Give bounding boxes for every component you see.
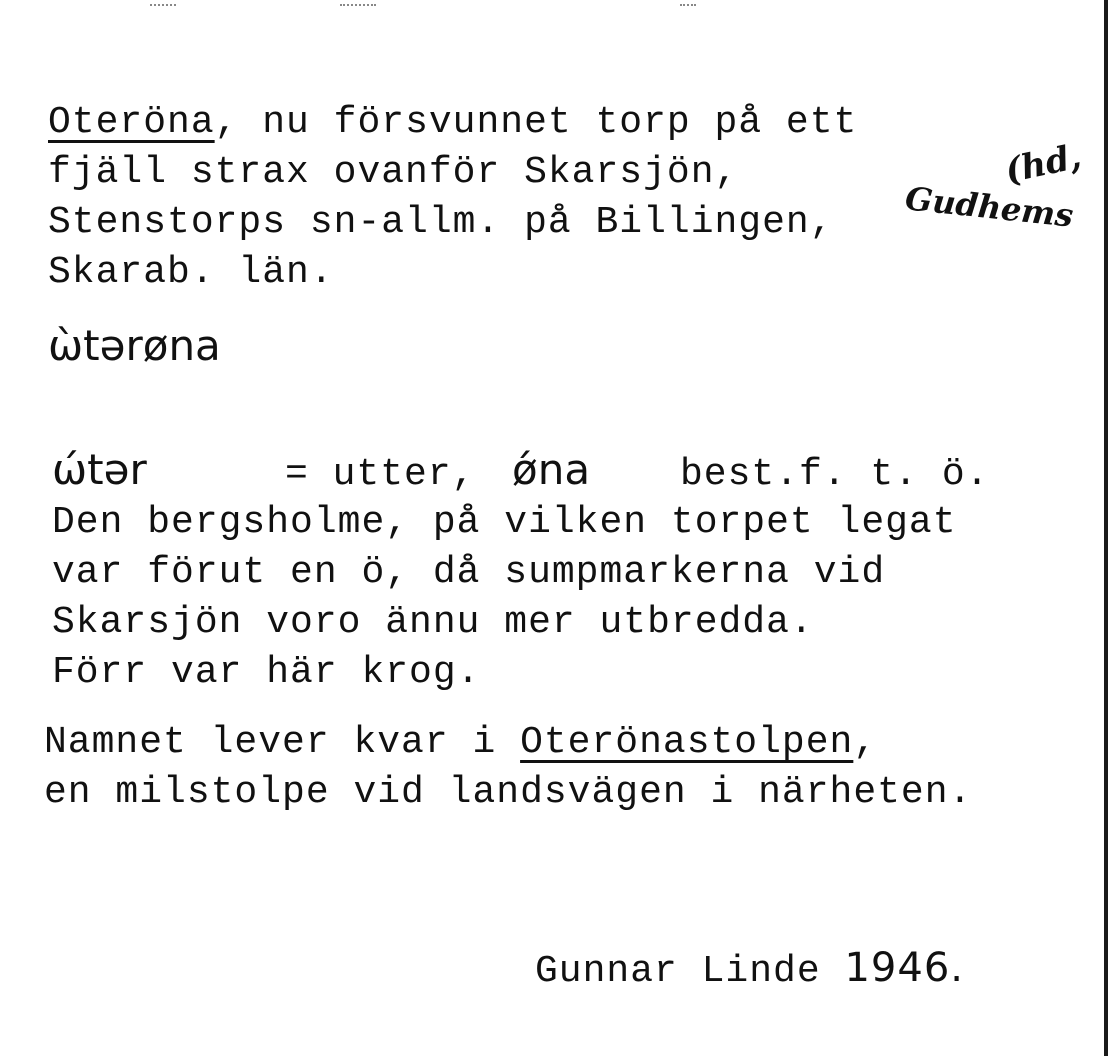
card-right-edge [1104, 0, 1108, 1056]
etymology-equals: = utter, [285, 453, 476, 496]
signature-line [535, 945, 964, 995]
text-line-2: fjäll strax ovanför Skarsjön, [48, 151, 739, 194]
milestone-place-name: Oterönastolpen [520, 721, 854, 764]
description-line-3: Skarsjön voro ännu mer utbredda. [52, 601, 814, 644]
description-line-1: Den bergsholme, på vilken torpet legat [52, 501, 957, 544]
description-line-2: var förut en ö, då sumpmarkerna vid [52, 551, 886, 594]
name-lives-line-1 [44, 720, 877, 766]
scan-speck [340, 4, 376, 8]
phonetic-form: ὼtərøna [48, 321, 221, 370]
scan-speck [150, 4, 176, 8]
heading-line [48, 100, 857, 146]
etymology-phonetic-2: ǿna [512, 445, 591, 494]
name-lives-comma: , [853, 721, 878, 764]
name-lives-text: Namnet lever kvar i [44, 721, 521, 764]
handwritten-insert: Gudhems [903, 179, 1075, 235]
signature-name: Gunnar Linde [535, 950, 821, 993]
etymology-rest: best.f. t. ö. [680, 453, 990, 496]
signature-year: 1946. [844, 945, 964, 991]
handwritten-corner-note: (hd, [1001, 136, 1085, 192]
heading-place-name: Oteröna [48, 101, 215, 144]
text-line-4: Skarab. län. [48, 251, 334, 294]
scan-speck [680, 4, 696, 8]
text-line-3: Stenstorps sn-allm. på Billingen, [48, 201, 834, 244]
name-lives-line-2: en milstolpe vid landsvägen i närheten. [44, 771, 973, 814]
etymology-phonetic-1: ώtər [52, 445, 147, 494]
heading-rest: , nu försvunnet torp på ett [214, 101, 858, 144]
description-line-4: Förr var här krog. [52, 651, 481, 694]
